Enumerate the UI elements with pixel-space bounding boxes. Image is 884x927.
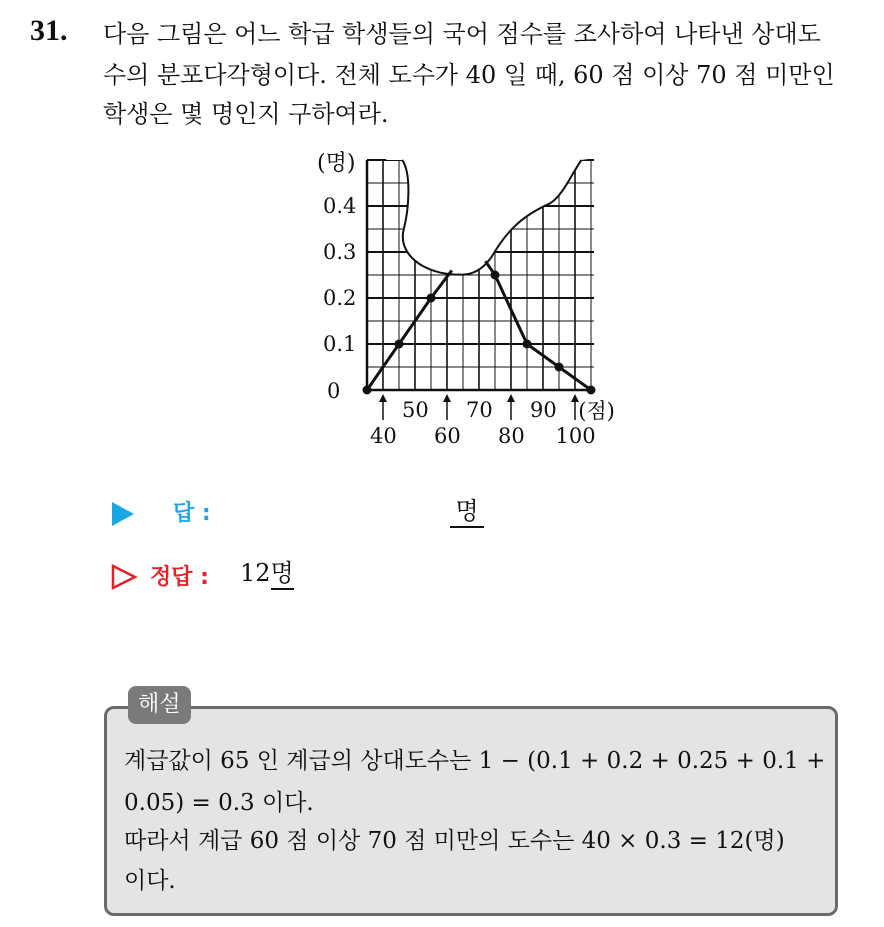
question-number: 31.	[30, 14, 68, 47]
question-line-1: 다음 그림은 어느 학급 학생들의 국어 점수를 조사하여 나타낸 상대도	[103, 20, 821, 48]
x-tick-label-upper: 50	[402, 398, 429, 422]
explanation-line-1: 계급값이 65 인 계급의 상대도수는 1 − (0.1 + 0.2 + 0.25 + 0.1 +	[124, 748, 826, 774]
y-tick-label: 0.2	[323, 286, 357, 310]
series-line	[367, 270, 452, 390]
relative-frequency-polygon-chart	[300, 140, 660, 450]
data-point	[363, 386, 372, 395]
question-line-2: 수의 분포다각형이다. 전체 도수가 40 일 때, 60 점 이상 70 점 미만인	[103, 61, 835, 89]
x-tick-label-lower: 60	[434, 424, 461, 448]
explanation-line-2: 0.05) = 0.3 이다.	[124, 790, 314, 816]
data-point	[523, 340, 532, 349]
explanation-line-3: 따라서 계급 60 점 이상 70 점 미만의 도수는 40 × 0.3 = 12(명)	[124, 828, 785, 854]
x-tick-label-lower: 100	[555, 424, 596, 448]
x-tick-arrowhead	[507, 394, 515, 402]
y-tick-label: 0.1	[323, 332, 357, 356]
x-tick-label-lower: 80	[498, 424, 525, 448]
y-tick-label: 0.3	[323, 240, 357, 264]
correct-answer-unit: 명	[271, 558, 294, 590]
answer-blank[interactable]: 명	[450, 496, 484, 528]
x-axis-unit-label: (점)	[578, 399, 615, 423]
y-tick-label: 0.4	[323, 194, 357, 218]
correct-answer-number: 12	[240, 559, 271, 587]
data-point	[395, 340, 404, 349]
x-tick-arrowhead	[443, 394, 451, 402]
x-tick-label-lower: 40	[370, 424, 397, 448]
explanation-line-4: 이다.	[124, 868, 176, 894]
y-axis-unit-label: (명)	[317, 151, 356, 176]
x-tick-arrowhead	[379, 394, 387, 402]
question-line-3: 학생은 몇 명인지 구하여라.	[103, 100, 389, 128]
data-point	[491, 271, 500, 280]
x-tick-label-upper: 90	[530, 398, 557, 422]
data-point	[587, 386, 596, 395]
explanation-title: 해설	[128, 686, 191, 724]
correct-answer-value	[240, 558, 294, 590]
correct-answer-label: 정답 :	[150, 565, 209, 590]
x-tick-label-upper: 70	[466, 398, 493, 422]
data-point	[555, 363, 564, 372]
data-point	[427, 294, 436, 303]
answer-arrow-icon	[110, 500, 136, 528]
correct-arrow-icon	[110, 563, 138, 591]
answer-label: 답 :	[173, 501, 211, 526]
y-tick-label: 0	[327, 379, 341, 403]
torn-region	[386, 148, 596, 275]
